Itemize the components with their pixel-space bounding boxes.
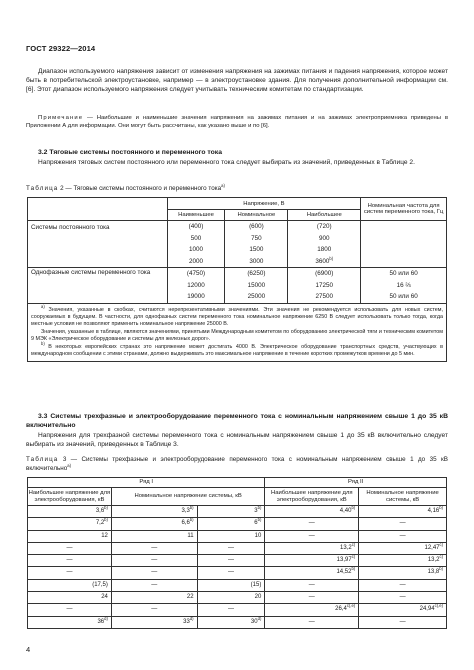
cell-value: 24 xyxy=(101,594,108,601)
table3-head-nom-sys: Номинальное напряжение системы, кВ xyxy=(111,488,264,506)
table2-head-max: Наибольшее xyxy=(288,210,361,221)
table2-cell: 50 или 60 xyxy=(361,291,447,303)
table3-cell xyxy=(359,579,447,591)
table3-cell xyxy=(197,592,265,604)
table3-cell xyxy=(28,518,112,530)
cell-value: 24,94 xyxy=(419,606,435,613)
cell-value: — xyxy=(399,532,406,539)
cell-value: 4,40 xyxy=(339,508,352,514)
cell-value: — xyxy=(66,569,73,576)
table3-cell xyxy=(28,567,112,579)
cell-value: 12,47 xyxy=(424,544,440,551)
page-number: 4 xyxy=(26,645,31,654)
section-3-3-heading: 3.3 Системы трехфазные и электрооборудование переменного тока с номинальным напряжением свыше 1 до 35 кВ включительно xyxy=(26,413,448,430)
table2-head-min: Наименьшее xyxy=(167,210,225,221)
table3-cell xyxy=(111,616,197,628)
cell-value: 7,2 xyxy=(95,520,105,527)
cell-value: 10 xyxy=(254,532,262,539)
cell-value: — xyxy=(227,557,234,564)
cell-footnote-mark: b) xyxy=(189,517,194,523)
table2-cell: 3000 xyxy=(225,256,288,268)
cell-value: (17,5) xyxy=(92,581,108,588)
table3-cell xyxy=(359,604,447,616)
cell-value: — xyxy=(308,581,315,588)
cell-value: — xyxy=(308,594,315,601)
table2-head-voltage: Напряжение, В xyxy=(167,198,361,210)
table2-caption-text: Таблица 2 — Тяговые системы постоянного и переменного тока xyxy=(26,185,222,192)
cell-footnote-mark: b) xyxy=(104,505,108,510)
table3-cell xyxy=(265,616,359,628)
cell-value: — xyxy=(399,594,406,601)
cell-value: — xyxy=(308,520,315,527)
table2-group2-label: Однофазные системы переменного тока xyxy=(28,268,168,304)
table2-cell: (6250) xyxy=(225,268,288,280)
table3-cell xyxy=(359,542,447,554)
cell-value: — xyxy=(66,544,73,551)
table3-cell xyxy=(265,530,359,542)
section-3-2-heading: 3.2 Тяговые системы постоянного и переменного тока xyxy=(38,149,222,156)
table2-cell: 1800 xyxy=(288,244,361,256)
table3-cell xyxy=(197,530,265,542)
cell-value: — xyxy=(66,557,73,564)
table-row xyxy=(28,542,447,554)
table3-caption xyxy=(26,456,448,473)
table3-cell xyxy=(197,542,265,554)
cell-value: 6,6 xyxy=(181,520,190,527)
table3-head-row-i: Ряд I xyxy=(28,478,265,488)
table2-cell-value: 3600 xyxy=(315,257,330,265)
table3-cell xyxy=(197,616,265,628)
cell-footnote-mark: b) xyxy=(257,517,262,523)
table2-cell: 17250 xyxy=(288,280,361,292)
table3-cell xyxy=(265,604,359,616)
cell-value: 13,8 xyxy=(427,569,440,576)
table2-head-nom: Номинальное xyxy=(225,210,288,221)
cell-footnote-mark: b) xyxy=(257,505,262,510)
table3-cell xyxy=(111,567,197,579)
cell-footnote-mark: d) xyxy=(104,615,108,621)
table3-cell xyxy=(28,542,112,554)
table2-cell: 15000 xyxy=(225,280,288,292)
section-3-2-text: Напряжения тяговых систем постоянного или переменного тока следует выбирать из значений, приведенных в Таблице 2. xyxy=(38,159,415,166)
cell-value: 30 xyxy=(250,618,258,625)
cell-value: 22 xyxy=(186,594,194,601)
table2-cell: 2000 xyxy=(167,256,225,268)
cell-value: 13,2 xyxy=(427,557,440,564)
cell-value: 33 xyxy=(183,618,190,625)
table3-cell xyxy=(28,555,112,567)
table3-cell xyxy=(28,530,112,542)
cell-value: — xyxy=(66,606,73,613)
footnote-text: Значения, указанные в скобках, считаются нерепрезентативными значениями. Эти значения не рекомендуется использовать для новых систем, сооружаемых в будущем. В частности, для однофазных систем переменного тока номинальное напряжение 6250 В следует использовать только тогда, когда местные условия не позволяют применить номинальное напряжение 25000 В. xyxy=(31,306,443,327)
table2-cell: (720) xyxy=(288,221,361,233)
cell-value: 6 xyxy=(254,520,258,527)
table2-footnote-a xyxy=(31,303,443,328)
table3-cell xyxy=(111,530,197,542)
table2-cell: 1000 xyxy=(167,244,225,256)
cell-footnote-mark: c) xyxy=(351,554,356,560)
label-prefix: Таблица xyxy=(26,185,59,192)
table-row xyxy=(28,616,447,628)
table2-head-freq: Номинальная частота для систем переменного тока, Гц xyxy=(361,198,447,221)
table2-cell: 12000 xyxy=(167,280,225,292)
table3-cell xyxy=(28,616,112,628)
cell-footnote-mark: c) xyxy=(351,541,356,547)
cell-value: — xyxy=(151,581,158,588)
table3-cell xyxy=(28,604,112,616)
cell-value: — xyxy=(399,520,406,527)
cell-footnote-mark: c),e) xyxy=(346,603,356,609)
cell-value: 20 xyxy=(254,594,262,601)
cell-value: 36 xyxy=(97,618,105,625)
table3-cell xyxy=(265,567,359,579)
table3-cell xyxy=(265,542,359,554)
table2-footnote-b xyxy=(31,340,443,358)
cell-footnote-mark: b) xyxy=(439,566,443,572)
cell-value: — xyxy=(399,581,406,588)
table3-cell xyxy=(28,592,112,604)
table3-head-row-ii: Ряд II xyxy=(265,478,447,488)
table-3 xyxy=(27,477,447,629)
table3-cell xyxy=(197,518,265,530)
table3-cell xyxy=(265,579,359,591)
cell-value: 11 xyxy=(187,532,194,539)
table-row xyxy=(28,604,447,616)
cell-value: 3,6 xyxy=(95,508,105,514)
table-row xyxy=(28,555,447,567)
table2-group1-label: Системы постоянного тока xyxy=(28,221,168,268)
table2-cell: 1500 xyxy=(225,244,288,256)
table2-footnotes xyxy=(28,303,447,362)
table2-group1-freq xyxy=(361,221,447,268)
table3-body xyxy=(28,506,447,629)
cell-value: — xyxy=(227,606,234,613)
table-row xyxy=(28,518,447,530)
cell-footnote-mark: b) xyxy=(439,505,443,510)
table3-cell xyxy=(197,567,265,579)
table3-cell xyxy=(197,604,265,616)
cell-value: 12 xyxy=(101,532,108,539)
table2-cell: 500 xyxy=(167,233,225,245)
table3-cell xyxy=(111,592,197,604)
footnote-mark: b) xyxy=(41,340,45,346)
table3-cell xyxy=(265,506,359,518)
table2-cell: 750 xyxy=(225,233,288,245)
table2-cell: 900 xyxy=(288,233,361,245)
table2-cell xyxy=(288,256,361,268)
cell-value: — xyxy=(308,532,315,539)
cell-footnote-mark: c) xyxy=(439,541,443,547)
table2-cell: (600) xyxy=(225,221,288,233)
table2-cell: (400) xyxy=(167,221,225,233)
table-row xyxy=(28,579,447,591)
cell-value: — xyxy=(227,569,234,576)
table3-cell xyxy=(359,518,447,530)
table3-caption-sup: а) xyxy=(67,462,72,468)
table3-cell xyxy=(359,567,447,579)
table3-cell xyxy=(111,604,197,616)
table3-cell xyxy=(28,506,112,518)
cell-footnote-mark: b) xyxy=(351,505,356,510)
table-row xyxy=(28,530,447,542)
cell-value: — xyxy=(151,557,158,564)
table3-cell xyxy=(359,616,447,628)
table-row xyxy=(28,506,447,518)
table3-head-nom-sys-ii: Номинальное напряжение системы, кВ xyxy=(359,488,447,506)
cell-footnote-mark: d) xyxy=(189,615,194,621)
table2-cell: 19000 xyxy=(167,291,225,303)
table3-cell xyxy=(197,555,265,567)
cell-value: — xyxy=(308,618,315,625)
table3-cell xyxy=(111,518,197,530)
cell-value: — xyxy=(227,544,234,551)
table2-cell: (6900) xyxy=(288,268,361,280)
table3-caption-text: Таблица 3 — Системы трехфазные и электрооборудование переменного тока с номинальным напряжением свыше 1 до 35 кВ включительно xyxy=(26,456,448,472)
label-prefix: Таблица xyxy=(26,456,59,463)
table3-cell xyxy=(359,592,447,604)
table2-cell: 50 или 60 xyxy=(361,268,447,280)
table2-corner xyxy=(28,198,168,221)
table3-cell xyxy=(111,506,197,518)
table2-cell: 27500 xyxy=(288,291,361,303)
table2-caption-sup: а) xyxy=(221,183,225,188)
cell-value: 14,52 xyxy=(336,569,352,576)
table3-cell xyxy=(265,518,359,530)
table2-cell-sup: b) xyxy=(329,255,334,261)
table-row xyxy=(28,592,447,604)
table3-cell xyxy=(111,542,197,554)
cell-footnote-mark: b) xyxy=(351,566,356,572)
cell-footnote-mark: b) xyxy=(104,517,108,523)
cell-value: 3,3 xyxy=(181,508,190,514)
table2-cell: 16 ⅔ xyxy=(361,280,447,292)
intro-note: Примечание — Наибольшие и наименьшие значения напряжения на зажимах питания и на зажимах электроприемника приведены в Приложении А для информации. Они могут быть рассчитаны, как указано выше и по [6]. xyxy=(26,115,448,130)
cell-value: 13,97 xyxy=(336,557,352,564)
cell-value: 13,2 xyxy=(340,544,352,551)
table2-cell: 25000 xyxy=(225,291,288,303)
table3-head-max-eq: Наибольшее напряжение для электрооборудования, кВ xyxy=(28,488,112,506)
cell-value: — xyxy=(151,544,158,551)
table3-cell xyxy=(265,592,359,604)
table3-cell xyxy=(265,555,359,567)
cell-value: (15) xyxy=(250,581,262,588)
table3-cell xyxy=(359,530,447,542)
cell-footnote-mark: c),e) xyxy=(434,603,443,609)
table2-footnote-a2: Значения, указанные в таблице, являются значениями, принятыми Международным комитетом по оборудованию электрической тяги и техническим комитетом 9 МЭК «Электрическое оборудование и системы для железных дорог». xyxy=(31,328,443,342)
table-row xyxy=(28,567,447,579)
table3-head-max-eq-ii: Наибольшее напряжение для электрооборудования, кВ xyxy=(265,488,359,506)
table3-cell xyxy=(197,579,265,591)
footnote-text: В некоторых европейских странах это напряжение может достигать 4000 В. Электрическое оборудование транспортных средств, участвующих в международном сообщении с этими странами, должно выдерживать это максимальное напряжение в течение коротких промежутков времени до 5 мин. xyxy=(31,343,443,358)
table3-cell xyxy=(197,506,265,518)
table3-cell xyxy=(111,555,197,567)
cell-value: 26,4 xyxy=(335,606,347,613)
cell-footnote-mark: b) xyxy=(189,505,194,510)
cell-value: — xyxy=(151,569,158,576)
label-prefix: Примечание xyxy=(38,115,84,121)
cell-footnote-mark: c) xyxy=(439,554,443,560)
table2-caption xyxy=(26,184,448,193)
intro-paragraph: Диапазон используемого напряжения зависит от изменения напряжения на зажимах питания и падения напряжения, которое может быть в потребительской электроустановке, например — в электроустановке здания. Для получения дополнительной информации см. [6]. Этот диапазон используемого напряжения следует учитывать техническим комитетам по стандартизации. xyxy=(26,68,448,94)
table3-cell xyxy=(111,579,197,591)
cell-value: — xyxy=(151,606,158,613)
table-2 xyxy=(27,197,447,362)
table3-cell xyxy=(28,579,112,591)
section-3-3-text: Напряжения для трехфазной системы переменного тока с номинальным напряжением свыше 1 до 35 кВ включительно следует выбирать из значений, приведенных в Таблице 3. xyxy=(26,432,448,449)
cell-value: 4,16 xyxy=(427,508,440,514)
table3-cell xyxy=(359,506,447,518)
cell-value: — xyxy=(399,618,406,625)
footnote-mark: а) xyxy=(41,303,45,309)
cell-value: 3 xyxy=(254,508,258,514)
table3-cell xyxy=(359,555,447,567)
cell-footnote-mark: d) xyxy=(257,615,262,621)
table2-cell: (4750) xyxy=(167,268,225,280)
document-code: ГОСТ 29322—2014 xyxy=(26,44,96,53)
